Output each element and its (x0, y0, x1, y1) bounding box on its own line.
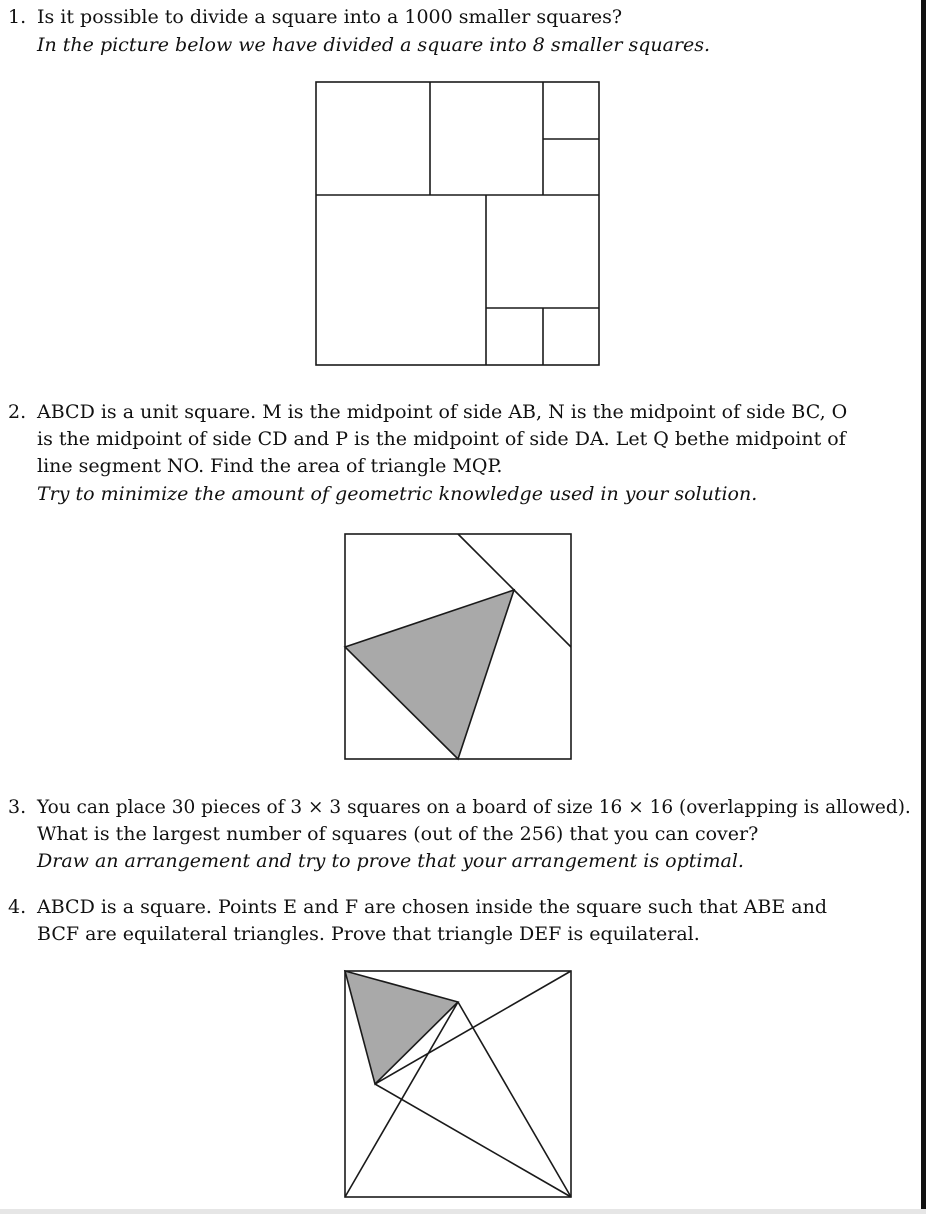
problem-1-number: 1. (8, 6, 27, 28)
problem-4-text-line-1: ABCD is a square. Points E and F are chosen inside the square such that ABE and (37, 896, 828, 918)
fig4-line (375, 1084, 571, 1197)
problem-3-text-line-1: You can place 30 pieces of 3 × 3 squares on a board of size 16 × 16 (overlapping is allowed). (37, 797, 911, 818)
problem-4-text-line-2: BCF are equilateral triangles. Prove that triangle DEF is equilateral. (37, 923, 700, 945)
problem-3-number: 3. (8, 796, 27, 818)
problem-2-text-line-1: ABCD is a unit square. M is the midpoint of side AB, N is the midpoint of side BC, O (37, 401, 848, 423)
problem-3-text-line-2: What is the largest number of squares (out of the 256) that you can cover? (37, 823, 759, 845)
fig4-line (458, 1002, 571, 1197)
problem-1-text-line-1: Is it possible to divide a square into a 1000 smaller squares? (37, 6, 623, 28)
problem-3-italic-hint: Draw an arrangement and try to prove that your arrangement is optimal. (37, 850, 744, 872)
problem-1-italic-hint: In the picture below we have divided a square into 8 smaller squares. (37, 34, 711, 56)
problem-2-italic-hint: Try to minimize the amount of geometric knowledge used in your solution. (37, 483, 758, 505)
fig4-shaded-triangle (345, 971, 458, 1084)
problem-4-number: 4. (8, 896, 27, 918)
problem-2-number: 2. (8, 401, 27, 423)
problem-2-text-line-2: is the midpoint of side CD and P is the midpoint of side DA. Let Q bethe midpoint of (37, 428, 846, 450)
problem-2-text-line-3: line segment NO. Find the area of triangle MQP. (37, 455, 503, 477)
